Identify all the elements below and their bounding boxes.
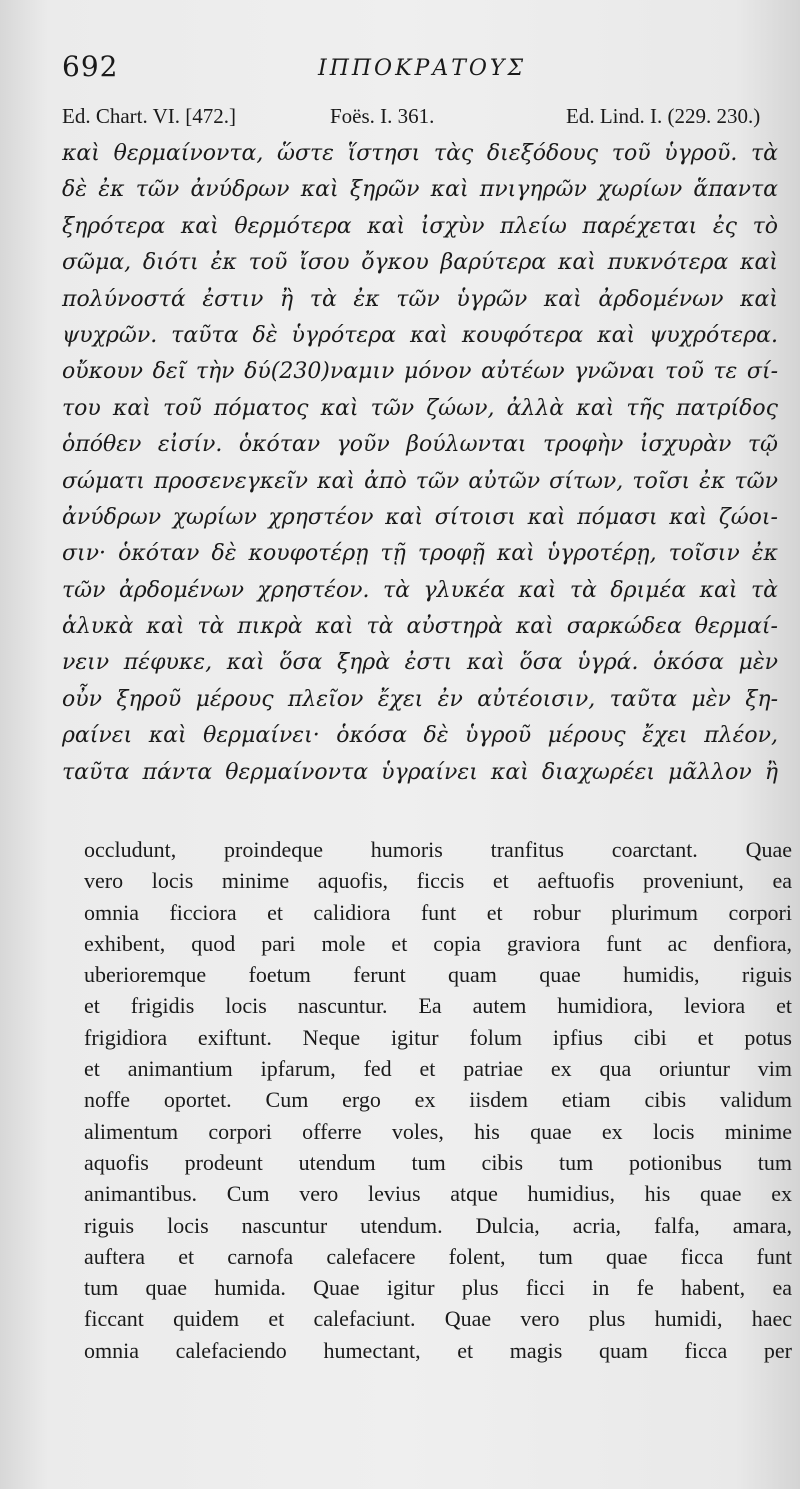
greek-text-line: ἀνύδρων χωρίων χρηστέον καὶ σίτοισι καὶ πόμασι καὶ ζώοι- bbox=[62, 504, 778, 530]
greek-text-line: καὶ θερμαίνοντα, ὥστε ἵστησι τὰς διεξόδους τοῦ ὑγροῦ. τὰ bbox=[62, 141, 778, 166]
latin-text-line: aquofis prodeunt utendum tum cibis tum potionibus tum bbox=[84, 1149, 792, 1175]
page-header bbox=[62, 50, 782, 94]
latin-text-line: vero locis minime aquofis, ficcis et aeftuofis proveniunt, ea bbox=[84, 868, 792, 894]
page-number: 692 bbox=[62, 50, 119, 83]
greek-text-line: ἁλυκὰ καὶ τὰ πικρὰ καὶ τὰ αὐστηρὰ καὶ σαρκώδεα θερμαί- bbox=[62, 614, 778, 640]
latin-text-line: riguis locis nascuntur utendum. Dulcia, acria, falfa, amara, bbox=[84, 1212, 792, 1238]
edition-foes-ref: Foës. I. 361. bbox=[330, 104, 435, 128]
greek-text-line: σιν· ὁκόταν δὲ κουφοτέρῃ τῇ τροφῇ καὶ ὑγροτέρῃ, τοῖσιν ἐκ bbox=[62, 541, 778, 567]
latin-text-line: ficcant quidem et calefaciunt. Quae vero plus humidi, haec bbox=[84, 1306, 792, 1332]
latin-text-line: et frigidis locis nascuntur. Ea autem humidiora, leviora et bbox=[84, 993, 792, 1019]
greek-text-line: σώματι προσενεγκεῖν καὶ ἀπὸ τῶν αὐτῶν σίτων, τοῖσι ἐκ τῶν bbox=[62, 468, 778, 494]
latin-text-line: alimentum corpori offerre voles, his quae ex locis minime bbox=[84, 1118, 792, 1144]
greek-text-line: ὁπόθεν εἰσίν. ὁκόταν γοῦν βούλωνται τροφὴν ἰσχυρὰν τῷ bbox=[62, 432, 778, 458]
greek-text-line: τῶν ἀρδομένων χρηστέον. τὰ γλυκέα καὶ τὰ δριμέα καὶ τὰ bbox=[62, 577, 778, 603]
latin-text-line: omnia ficciora et calidiora funt et robur plurimum corpori bbox=[84, 899, 792, 925]
greek-text-block bbox=[62, 136, 778, 791]
edition-chart-ref: Ed. Chart. VI. [472.] bbox=[62, 104, 236, 128]
latin-text-line: tum quae humida. Quae igitur plus ficci in fe habent, ea bbox=[84, 1275, 792, 1301]
greek-text-line: του καὶ τοῦ πόματος καὶ τῶν ζώων, ἀλλὰ καὶ τῆς πατρίδος bbox=[62, 395, 778, 421]
latin-text-line: auftera et carnofa calefacere folent, tum quae ficca funt bbox=[84, 1243, 792, 1269]
latin-text-line: frigidiora exiftunt. Neque igitur folum ipfius cibi et potus bbox=[84, 1024, 792, 1050]
latin-text-line: uberioremque foetum ferunt quam quae humidis, riguis bbox=[84, 962, 792, 988]
greek-text-line: ραίνει καὶ θερμαίνει· ὁκόσα δὲ ὑγροῦ μέρους ἔχει πλέον, bbox=[62, 723, 778, 749]
latin-text-line: omnia calefaciendo humectant, et magis quam ficca per bbox=[84, 1337, 792, 1363]
latin-text-line: exhibent, quod pari mole et copia graviora funt ac denfiora, bbox=[84, 930, 792, 956]
greek-text-line: νειν πέφυκε, καὶ ὅσα ξηρὰ ἐστι καὶ ὅσα ὑγρά. ὁκόσα μὲν bbox=[62, 650, 778, 676]
greek-text-line: οὖν ξηροῦ μέρους πλεῖον ἔχει ἐν αὐτέοισιν, ταῦτα μὲν ξη- bbox=[62, 686, 778, 712]
greek-text-line: οὔκουν δεῖ τὴν δύ(230)ναμιν μόνον αὐτέων γνῶναι τοῦ τε σί- bbox=[62, 359, 778, 385]
latin-text-line: et animantium ipfarum, fed et patriae ex qua oriuntur vim bbox=[84, 1056, 792, 1082]
edition-lind-ref: Ed. Lind. I. (229. 230.) bbox=[566, 104, 761, 128]
greek-text-line: ταῦτα πάντα θερμαίνοντα ὑγραίνει καὶ διαχωρέει μᾶλλον ἢ bbox=[62, 759, 778, 785]
greek-text-line: ξηρότερα καὶ θερμότερα καὶ ἰσχὺν πλείω παρέχεται ἐς τὸ bbox=[62, 213, 778, 239]
greek-text-line: δὲ ἐκ τῶν ἀνύδρων καὶ ξηρῶν καὶ πνιγηρῶν χωρίων ἅπαντα bbox=[62, 177, 778, 203]
running-head: ΙΠΠΟΚΡΑΤΟΥΣ bbox=[318, 56, 527, 81]
greek-text-line: πολύνοστά ἐστιν ἢ τὰ ἐκ τῶν ὑγρῶν καὶ ἀρδομένων καὶ bbox=[62, 286, 778, 312]
latin-text-line: occludunt, proindeque humoris tranfitus coarctant. Quae bbox=[84, 837, 792, 862]
latin-text-line: animantibus. Cum vero levius atque humidius, his quae ex bbox=[84, 1181, 792, 1207]
latin-translation-block bbox=[84, 834, 792, 1366]
greek-text-line: ψυχρῶν. ταῦτα δὲ ὑγρότερα καὶ κουφότερα καὶ ψυχρότερα. bbox=[62, 322, 778, 348]
edition-references bbox=[62, 104, 792, 129]
latin-text-line: noffe oportet. Cum ergo ex iisdem etiam cibis validum bbox=[84, 1087, 792, 1113]
greek-text-line: σῶμα, διότι ἐκ τοῦ ἴσου ὄγκου βαρύτερα καὶ πυκνότερα καὶ bbox=[62, 250, 778, 276]
